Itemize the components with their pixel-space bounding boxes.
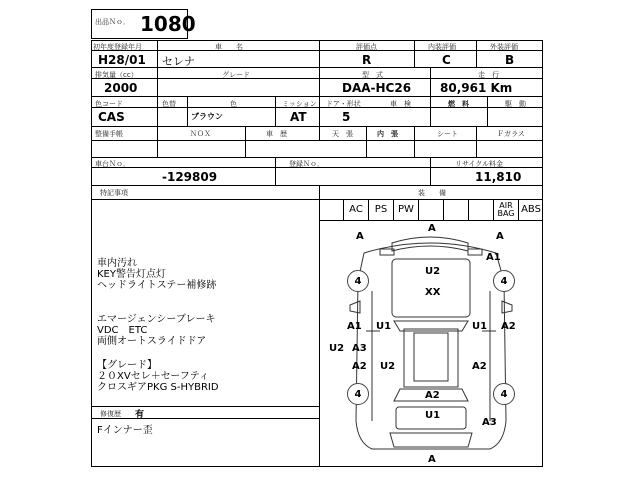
doors-value: 5 (342, 110, 351, 124)
inspection-label: 車 検 (390, 100, 411, 108)
color-label: 色 (230, 100, 237, 108)
nox-label: ＮＯＸ (190, 130, 211, 138)
first-reg-label: 初年度登録年月 (93, 43, 142, 51)
mark-left-a2: A2 (352, 361, 367, 372)
equipment-abs: ABS (521, 204, 541, 215)
divider (414, 126, 415, 157)
remark-line: エマージェンシーブレーキ (97, 314, 216, 325)
registration-label: 登録Ｎｏ． (289, 160, 324, 168)
divider (476, 126, 477, 157)
grade-label: グレード (222, 71, 250, 79)
fglass-label: Ｆガラス (497, 130, 525, 138)
drive-label: 駆 動 (505, 100, 526, 108)
exterior-score-value: B (505, 53, 515, 67)
displacement-value: 2000 (104, 81, 138, 95)
divider (91, 107, 543, 108)
first-reg-value: H28/01 (98, 53, 146, 67)
front-right-light (468, 249, 482, 255)
recycle-value: 11,810 (475, 170, 522, 184)
model-label: 車 名 (215, 43, 243, 51)
tire-front-right: 4 (493, 270, 515, 292)
equipment-cell (469, 199, 494, 220)
equipment-cell (519, 199, 543, 220)
interior-score-value: C (442, 53, 451, 67)
repair-note: Fインナー歪 (97, 425, 153, 436)
chassis-label: 車台Ｎｏ． (95, 160, 130, 168)
remarks-notes (97, 258, 317, 393)
ceiling-label: 天 張 (332, 130, 353, 138)
divider (275, 96, 276, 126)
color-code-value: CAS (98, 110, 125, 124)
divider (319, 40, 320, 140)
mark-rear-right-a3: A3 (482, 417, 497, 428)
divider (91, 185, 543, 186)
tire-rear-right: 4 (493, 383, 515, 405)
equipment-ps: PS (374, 204, 388, 215)
equipment-pw: PW (398, 204, 414, 215)
tire-front-left: 4 (347, 270, 369, 292)
history-label: 車 歴 (266, 130, 287, 138)
right-mirror (502, 301, 512, 313)
chassis-value: -129809 (162, 170, 218, 184)
divider (476, 40, 477, 67)
mark-left-a1: A1 (347, 321, 362, 332)
divider (91, 418, 319, 419)
roof-outline (404, 329, 458, 387)
listing-number-label: 出品Ｎｏ． (95, 18, 130, 26)
listing-number-value: 1080 (140, 12, 196, 36)
equipment-ac: AC (349, 204, 363, 215)
divider (245, 126, 246, 157)
divider (430, 96, 431, 126)
equipment-cell (369, 199, 394, 220)
mileage-label: 走 行 (478, 71, 499, 79)
fuel-label: 燃 料 (448, 100, 469, 108)
exterior-score-label: 外装評価 (490, 43, 518, 51)
roof (414, 333, 448, 381)
repair-label: 修復歴 (100, 410, 121, 418)
mission-value: AT (290, 110, 307, 124)
remark-line: 車内汚れ (97, 258, 137, 269)
divider (487, 96, 488, 126)
mark-left-a3: A3 (352, 343, 367, 354)
mark-left-u2b: U2 (380, 361, 396, 372)
mark-left-u1: U1 (376, 321, 392, 332)
rear-bumper (390, 433, 472, 447)
doors-label: ドア・形状 (326, 100, 361, 108)
mark-rear-u1: U1 (425, 410, 441, 421)
mark-right-u1: U1 (472, 321, 488, 332)
type-value: DAA-HC26 (342, 81, 412, 95)
remark-line (97, 347, 317, 360)
tire-rear-left: 4 (347, 383, 369, 405)
mark-front-right-a1: A1 (486, 252, 501, 263)
interior-lining-label: 内 張 (377, 130, 398, 138)
score-value: R (362, 53, 372, 67)
displacement-label: 排気量（cc） (95, 71, 138, 79)
mark-left-u2: U2 (329, 343, 345, 354)
type-label: 型 式 (362, 71, 383, 79)
model-value: セレナ (162, 55, 195, 68)
mark-roof-a2: A2 (425, 390, 440, 401)
equipment-strip (319, 199, 543, 220)
remark-line: 両側オートスライドドア (97, 336, 207, 347)
remark-line (97, 291, 317, 314)
mark-hood-u2: U2 (425, 266, 441, 277)
remark-line: 【グレード】 (97, 360, 157, 371)
mark-front-a: A (428, 223, 436, 234)
remark-line: クロスギアPKG S-HYBRID (97, 382, 219, 393)
mark-front-right-a: A (496, 231, 504, 242)
seat-label: シート (437, 130, 458, 138)
mark-front-left-a: A (356, 231, 364, 242)
divider (157, 96, 158, 126)
remarks-label: 特記事項 (100, 189, 128, 197)
divider (157, 126, 158, 157)
divider (91, 96, 543, 97)
divider (91, 406, 319, 407)
equipment-airbag: AIR BAG (497, 200, 515, 218)
mark-right-a2b: A2 (472, 361, 487, 372)
remark-line: ヘッドライトステー補修跡 (97, 280, 217, 291)
equipment-cell (419, 199, 444, 220)
divider (91, 67, 543, 68)
color-code-label: 色コード (95, 100, 123, 108)
remark-line: KEY警告灯点灯 (97, 269, 166, 280)
equipment-cell (394, 199, 419, 220)
divider (366, 126, 367, 157)
color-value: ブラウン (191, 112, 223, 121)
recycle-label: リサイクル料金 (455, 160, 504, 168)
repair-value: 有 (135, 410, 145, 420)
equipment-cell (344, 199, 369, 220)
equipment-label: 装 備 (418, 189, 446, 197)
manual-label: 整備手帳 (95, 130, 123, 138)
equipment-cell (444, 199, 469, 220)
interior-score-label: 内装評価 (428, 43, 456, 51)
divider (91, 78, 543, 79)
divider (430, 157, 431, 185)
mark-right-a2: A2 (501, 321, 516, 332)
divider (157, 67, 158, 96)
left-mirror (350, 301, 360, 313)
mileage-value: 80,961 Km (440, 81, 513, 95)
equipment-cell (494, 199, 519, 220)
mark-rear-a: A (428, 454, 436, 465)
divider (157, 40, 158, 67)
divider (187, 96, 188, 126)
divider (414, 40, 415, 67)
score-label: 評価点 (356, 43, 377, 51)
mark-hood-xx: XX (425, 287, 441, 298)
color-type-label: 色替 (162, 100, 176, 108)
remark-line: ２０XVセレ＋セーフティ (97, 371, 209, 382)
divider (91, 157, 543, 158)
front-bumper (392, 237, 468, 251)
mission-label: ミッション (282, 100, 317, 108)
divider (275, 157, 276, 185)
divider (430, 67, 431, 96)
equipment-cell (319, 199, 344, 220)
remark-line: VDC ETC (97, 325, 148, 336)
